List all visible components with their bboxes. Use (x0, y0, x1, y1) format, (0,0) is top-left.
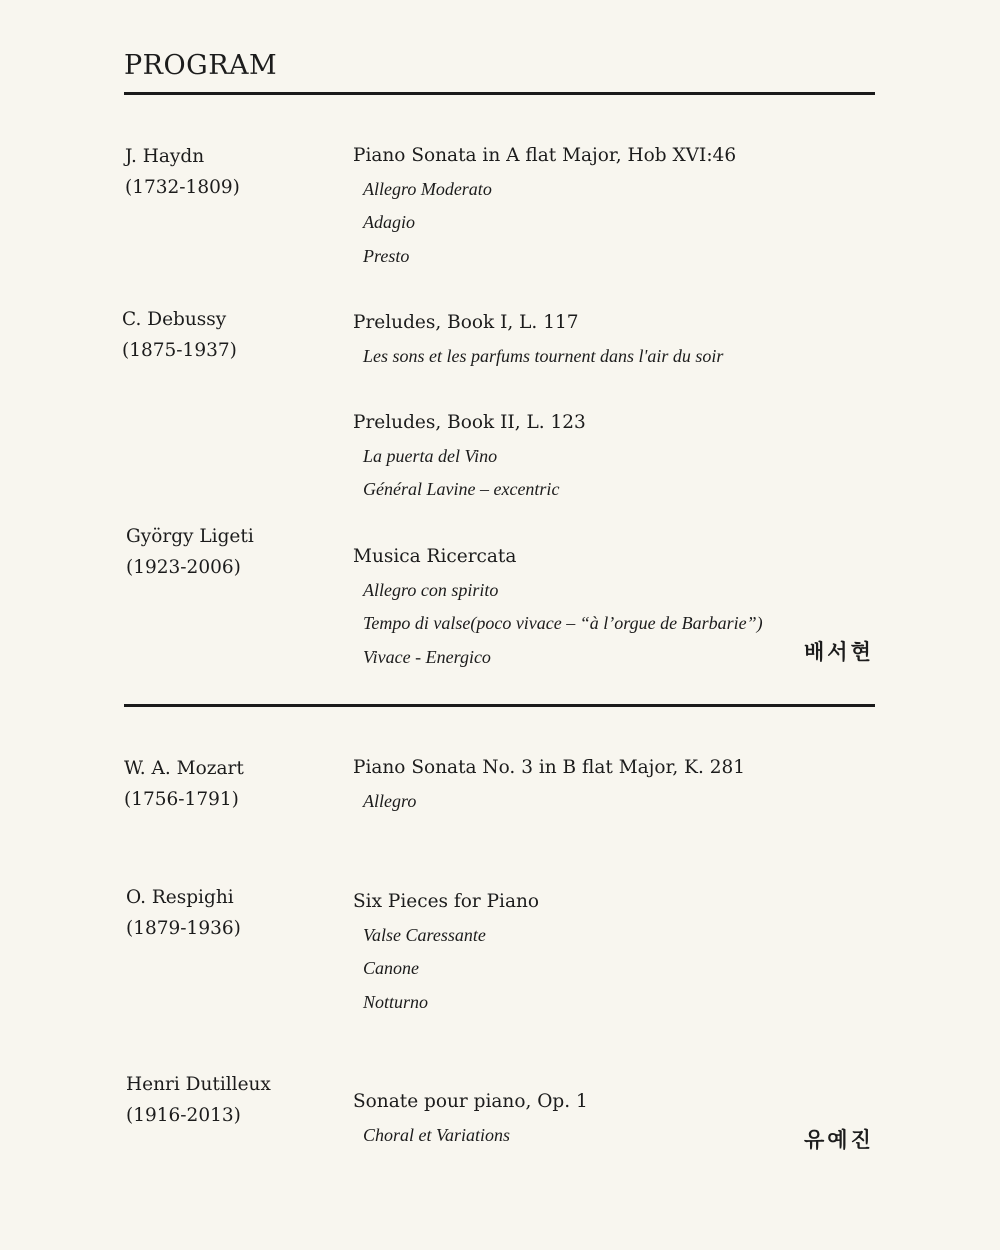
movement: La puerta del Vino (363, 446, 498, 466)
composer-haydn (125, 141, 240, 203)
movement: Général Lavine – excentric (363, 479, 560, 500)
composer-dates: (1916-2013) (126, 1105, 241, 1126)
movement: Choral et Variations (363, 1125, 511, 1145)
movement-list (363, 340, 723, 373)
composer-name: György Ligeti (126, 526, 254, 547)
movement-list (363, 440, 559, 507)
composer-dutilleux (126, 1069, 271, 1131)
composer-dates: (1875-1937) (122, 340, 237, 361)
composer-name: Henri Dutilleux (126, 1074, 271, 1095)
divider (124, 92, 875, 95)
movement: Vivace - Energico (363, 646, 491, 667)
composer-dates: (1879-1936) (126, 918, 241, 939)
composer-mozart (124, 753, 244, 815)
work-title: Preludes, Book I, L. 117 (353, 312, 579, 333)
work-title: Musica Ricercata (353, 546, 517, 567)
movement: Tempo di valse(poco vivace – “à l’orgue de Barbarie”) (363, 613, 763, 634)
movement: Allegro con spirito (363, 580, 499, 600)
composer-dates: (1732-1809) (125, 177, 240, 198)
composer-respighi (126, 882, 241, 944)
movement: Canone (363, 958, 419, 979)
work-title: Six Pieces for Piano (353, 891, 540, 912)
movement: Les sons et les parfums tournent dans l'air du soir (363, 346, 724, 366)
movement-list (363, 173, 492, 273)
movement-list (363, 1119, 510, 1152)
composer-name: J. Haydn (125, 146, 205, 167)
work-title: Piano Sonata in A flat Major, Hob XVI:46 (353, 145, 737, 166)
performer-name: 배서현 (804, 640, 874, 664)
page-title: PROGRAM (124, 50, 278, 81)
work-title: Preludes, Book II, L. 123 (353, 412, 586, 433)
composer-name: W. A. Mozart (124, 758, 244, 779)
movement-list (363, 574, 763, 674)
movement: Notturno (363, 991, 429, 1012)
composer-ligeti (126, 521, 254, 583)
work-title: Sonate pour piano, Op. 1 (353, 1091, 588, 1112)
work-title: Piano Sonata No. 3 in B flat Major, K. 281 (353, 757, 746, 778)
movement: Allegro Moderato (363, 179, 492, 199)
performer-name: 유예진 (804, 1128, 874, 1152)
composer-debussy (122, 304, 237, 366)
composer-dates: (1923-2006) (126, 557, 241, 578)
composer-dates: (1756-1791) (124, 789, 239, 810)
movement: Adagio (363, 212, 415, 233)
movement-list (363, 919, 486, 1019)
movement: Allegro (363, 791, 417, 811)
movement-list (363, 785, 416, 818)
movement: Valse Caressante (363, 925, 486, 945)
movement: Presto (363, 245, 410, 266)
divider (124, 704, 875, 707)
composer-name: C. Debussy (122, 309, 227, 330)
composer-name: O. Respighi (126, 887, 234, 908)
